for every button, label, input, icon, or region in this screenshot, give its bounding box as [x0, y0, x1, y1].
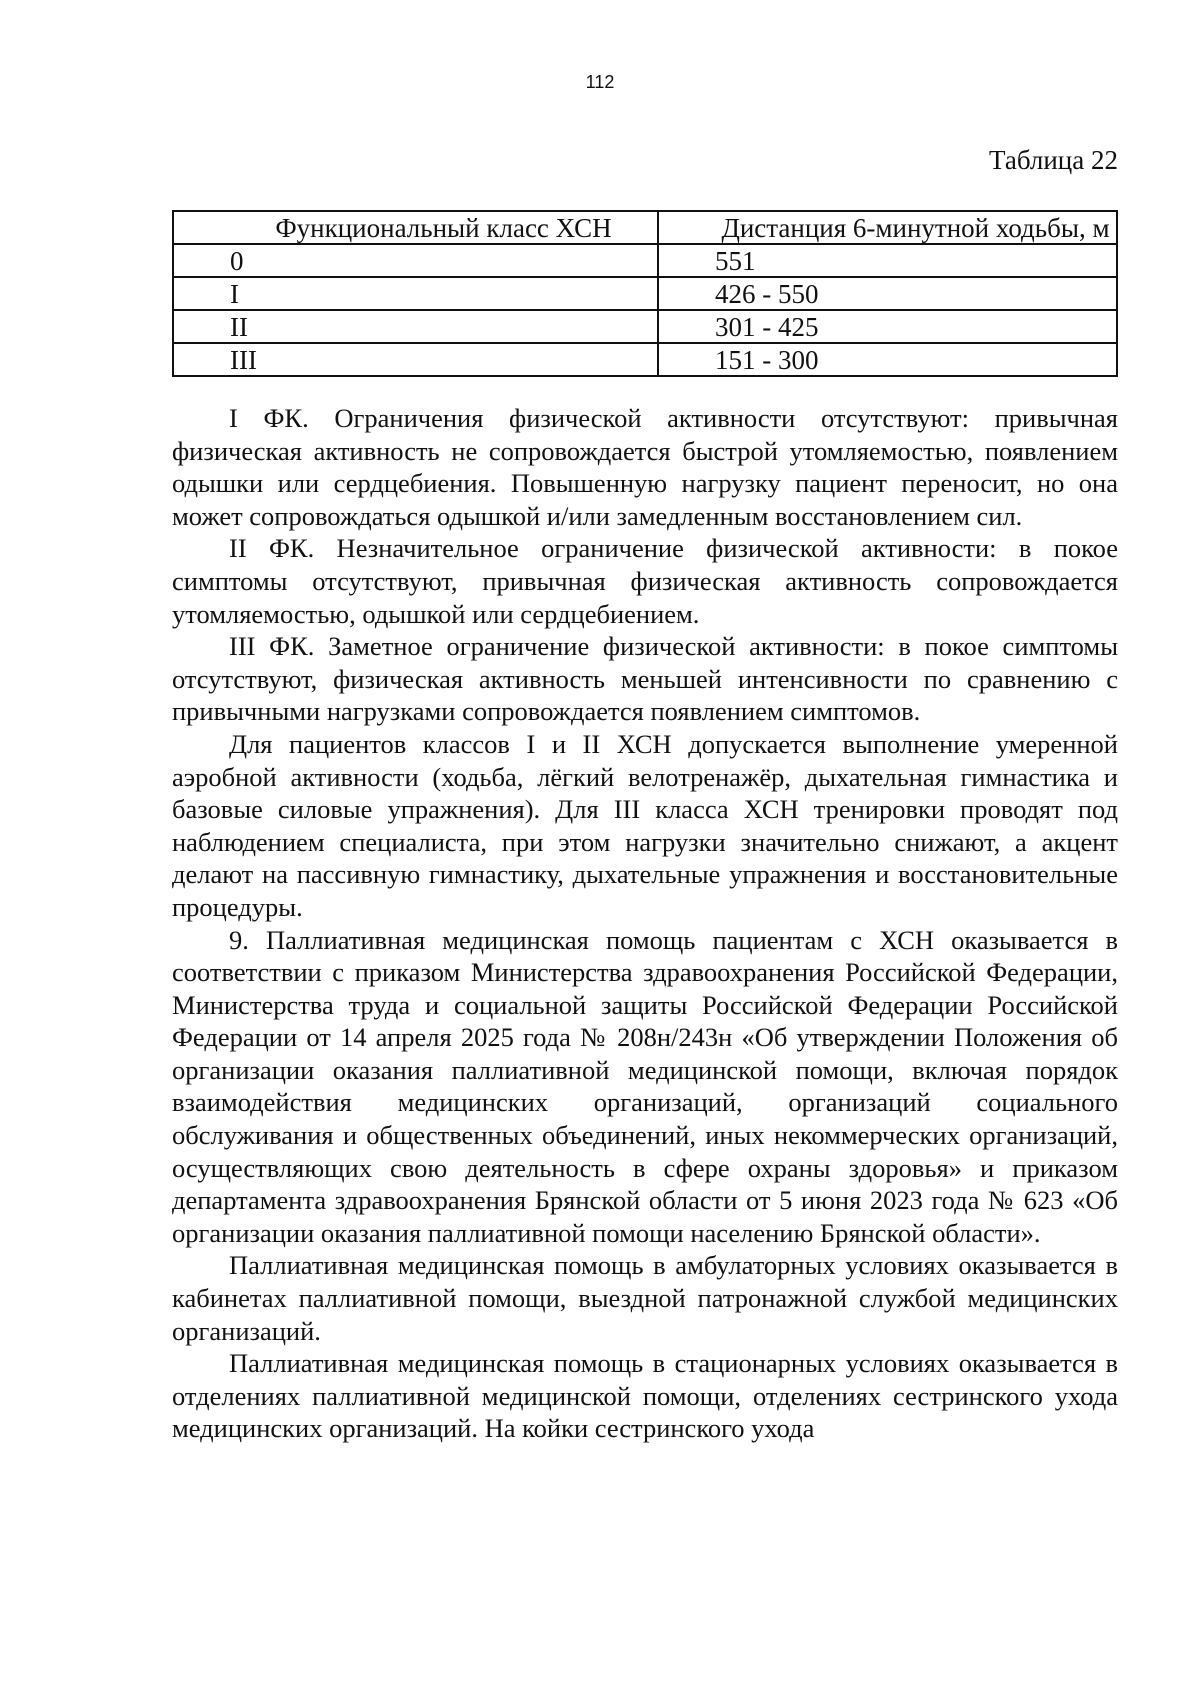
table-row	[173, 244, 1117, 277]
table-row	[173, 343, 1117, 376]
table-cell-distance: 151 - 300	[658, 343, 1117, 376]
column-header-walk-distance: Дистанция 6-минутной ходьбы, м	[658, 211, 1117, 244]
paragraph-inpatient-care: Паллиативная медицинская помощь в стационарных условиях оказывается в отделениях паллиативной медицинской помощи, отделениях сестринского ухода медицинских организаций. На койки сестринского ухода	[172, 1348, 1118, 1444]
table-header-row	[173, 211, 1117, 244]
table-cell-distance: 426 - 550	[658, 277, 1117, 310]
paragraph-fc-2: II ФК. Незначительное ограничение физической активности: в покое симптомы отсутствуют, привычная физическая активность сопровождается утомляемостью, одышкой или сердцебиением.	[172, 533, 1118, 629]
table-cell-class: III	[173, 343, 658, 376]
table-row	[173, 310, 1117, 343]
table-row	[173, 277, 1117, 310]
paragraph-fc-3: III ФК. Заметное ограничение физической активности: в покое симптомы отсутствуют, физическая активность меньшей интенсивности по сравнению с привычными нагрузками сопровождается появлением симптомов.	[172, 631, 1118, 727]
paragraph-palliative-care: 9. Паллиативная медицинская помощь пациентам с ХСН оказывается в соответствии с приказом Министерства здравоохранения Российской Федерации, Министерства труда и социальной защиты Российской Федерации Российской Федерации от 14 апреля 2025 года № 208н/243н «Об утверждении Положения об организации оказания паллиативной медицинской помощи, включая порядок взаимодействия медицинских организаций, организаций социального обслуживания и общественных объединений, иных некоммерческих организаций, осуществляющих свою деятельность в сфере охраны здоровья» и приказом департамента здравоохранения Брянской области от 5 июня 2023 года № 623 «Об организации оказания паллиативной помощи населению Брянской области».	[172, 924, 1118, 1248]
table-cell-class: I	[173, 277, 658, 310]
walk-distance-table	[172, 210, 1118, 377]
table-cell-class: II	[173, 310, 658, 343]
body-text	[172, 402, 1118, 1445]
table-caption: Таблица 22	[989, 145, 1118, 175]
paragraph-outpatient-care: Паллиативная медицинская помощь в амбулаторных условиях оказывается в кабинетах паллиативной помощи, выездной патронажной службой медицинских организаций.	[172, 1250, 1118, 1346]
table-cell-distance: 551	[658, 244, 1117, 277]
table-cell-distance: 301 - 425	[658, 310, 1117, 343]
column-header-functional-class: Функциональный класс ХСН	[173, 211, 658, 244]
page-number: 112	[585, 72, 615, 92]
table-cell-class: 0	[173, 244, 658, 277]
paragraph-fc-1: I ФК. Ограничения физической активности отсутствуют: привычная физическая активность не сопровождается быстрой утомляемостью, появлением одышки или сердцебиения. Повышенную нагрузку пациент переносит, но она может сопровождаться одышкой и/или замедленным восстановлением сил.	[172, 403, 1118, 531]
paragraph-exercise-recommendations: Для пациентов классов I и II ХСН допускается выполнение умеренной аэробной активности (ходьба, лёгкий велотренажёр, дыхательная гимнастика и базовые силовые упражнения). Для III класса ХСН тренировки проводят под наблюдением специалиста, при этом нагрузки значительно снижают, а акцент делают на пассивную гимнастику, дыхательные упражнения и восстановительные процедуры.	[172, 728, 1118, 922]
